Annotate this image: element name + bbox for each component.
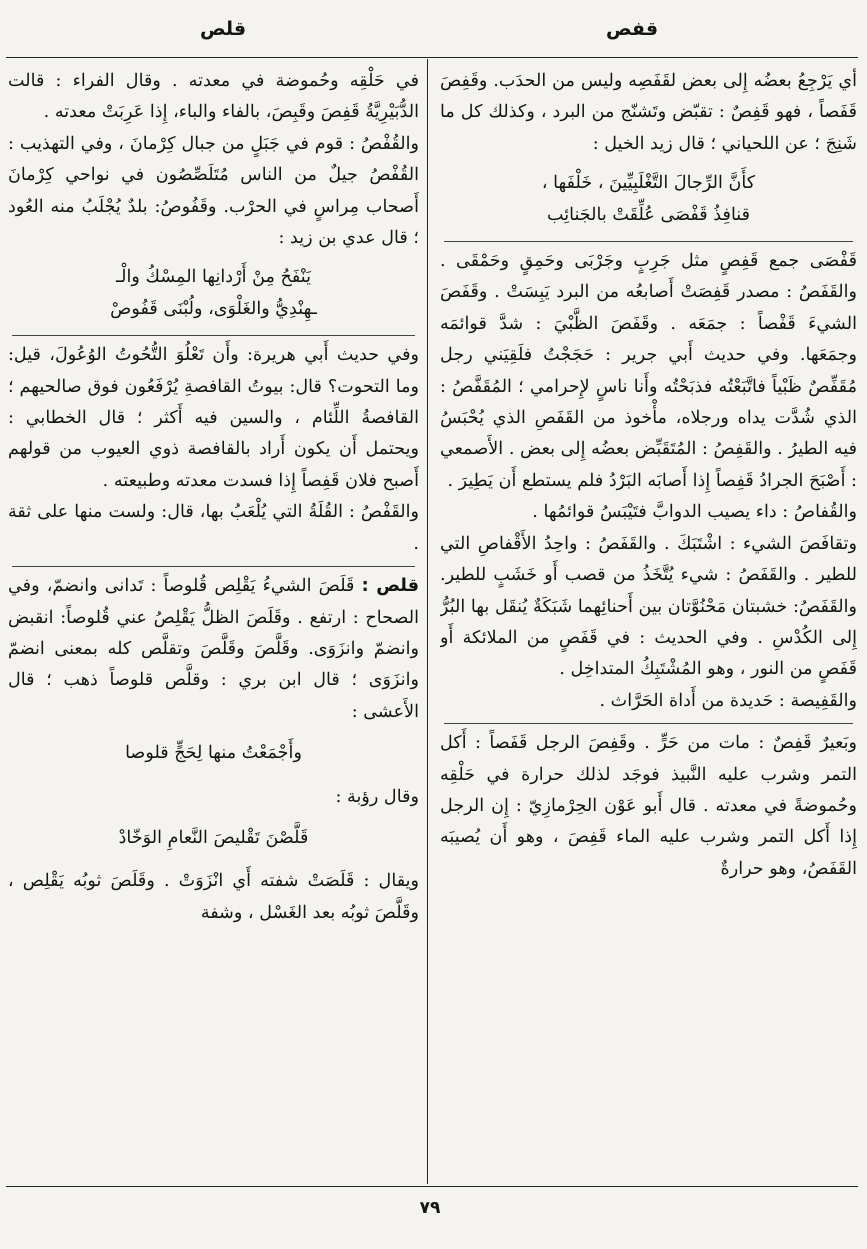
- verse-line: كأَنَّ الرِّجالَ التَّغْلَبِيِّينَ ، خَلْفَها ،: [541, 173, 756, 194]
- separator: [444, 723, 853, 724]
- entry-text: قَلَصَ الشيءُ يَقْلِص قُلوصاً : تَدانى وانضمّ، وفي الصحاح : ارتفع . وقَلَصَ الظلُّ يَقْلِصُ عني قُلوصاً: انقبض وانضمّ وانزَوَى. وقَلَّصَ وقَلَّصَ وتقلَّص كله بمعنى انضمّ وانزَوَى ؛ قال ابن بري : وقلَّص قلوصاً ذهب ؛ قال الأَعشى :: [8, 576, 419, 722]
- header-guide-word-right: قفص: [606, 18, 659, 40]
- entry-paragraph: [8, 571, 419, 728]
- paragraph: والقُفاصُ : داء يصيب الدوابَّ فتَيْبَسُ قوائمُها .: [532, 502, 857, 523]
- verse: وأَجْمَعْتُ منها لِحَجٍّ قلوصا: [125, 743, 302, 764]
- paragraph: وقال رؤبة :: [335, 786, 419, 807]
- column-divider: [427, 59, 428, 1184]
- separator: [12, 566, 415, 567]
- separator: [12, 335, 415, 336]
- verse-line: ـهِنْدِيُّ والغَلْوَى، ولُبْنَى قَفُوصْ: [110, 298, 317, 319]
- paragraph: والقَفْصُ : القُلَةُ التي يُلْعَبُ بها، قال: ولست منها على ثقة .: [8, 502, 419, 554]
- verse: [440, 168, 857, 231]
- page-number: ٧٩: [419, 1198, 441, 1218]
- verse: قَلَّصْنَ تَقْليصَ النَّعامِ الوَخّادْ: [118, 827, 309, 848]
- header-guide-word-left: قلص: [200, 18, 247, 40]
- paragraph: والقُفْصُ : قوم في جَبَلٍ من جبال كِرْمانَ ، وفي التهذيب : القُفْصُ جيلٌ من الناس مُتَلَصِّصُون في نواحي كِرْمانَ أَصحاب مِراسٍ في الحرْب. وقَفُوصُ: بلدٌ يُجْلَبُ منه العُود ؛ قال عدي بن زيد :: [8, 133, 419, 249]
- right-column: [440, 66, 857, 1182]
- verse-line: يَنْفَحُ مِنْ أَرْدانِها المِسْكُ والْـ: [116, 267, 311, 288]
- verse: [8, 262, 419, 325]
- paragraph: ويقال : قَلَصَتْ شفته أَي انْزَوَتْ . وقَلَصَ ثوبُه يَقْلِص ، وقَلَّصَ ثوبُه بعد الغَسْل ، وشفة: [8, 871, 419, 923]
- verse-line: قنافِذُ قَفْصَى عُلِّقَتْ بالجَنائِب: [546, 204, 751, 225]
- paragraph: وبَعيرٌ قَفِصٌ : مات من حَرٍّ . وقَفِصَ الرجل قَفَصاً : أَكل التمر وشرب عليه النَّبيذ فوجَد لذلك حرارة في حَلْقِه وحُموضةً في معدته . قال أَبو عَوْن الحِرْمازِيّ : إِن الرجل إِذا أَكل التمر وشرب عليه الماء قَفِصَ ، وهو أَن يُصيبَه القَفَصُ، وهو حرارةٌ: [440, 733, 857, 879]
- entry-headword: قلص :: [361, 576, 419, 597]
- left-column: [8, 66, 419, 1182]
- separator: [444, 241, 853, 242]
- paragraph: قَفْصَى جمع قَفِصٍ مثل جَرِبٍ وجَرْبَى وحَمِقٍ وحَمْقَى . والقَفَصُ : مصدر قَفِصَتْ أَصابعُه من البرد يَبِسَتْ . وقَفَصَ الشيءَ قَفْصاً : جمَعَه . وقَفَصَ الظَّبْيَ : شدَّ قوائمَه وجمَعَها. وفي حديث أَبي جرير : حَجَجْتُ فلَقِيَني رجل مُقَفِّصٌ ظَبْياً فاتَّبَعْتُه فذبَحْتُه وأَنا ناسٍ لإِحرامي ؛ المُقَفَّصُ : الذي شُدَّت يداه ورجلاه، مأْخوذ من القَفَصِ الذي يُحْبَسُ فيه الطيرُ . والقَفِصُ : المُتَقَبِّض بعضُه إِلى بعض . الأَصمعي : أَصْبَحَ الجرادُ قَفِصاً إِذا أَصابَه البَرْدُ فلم يستطع أَن يَطِيرَ .: [440, 251, 857, 491]
- bottom-rule: [6, 1186, 858, 1187]
- paragraph: في حَلْقِه وحُموضة في معدته . وقال الفراء : قالت الدُّبَيْرِيَّةُ قَفِصَ وقَبِصَ، بالفاء والباء، إِذا عَرِبَتْ معدته .: [8, 71, 419, 123]
- paragraph: وفي حديث أَبي هريرة: وأَن تَعْلُوَ التُّحُوتُ الوُعُولَ، قيل: وما التحوت؟ قال: بيوتُ القافصةِ يُرْفَعُون فوق صالحيهم ؛ القافصةُ اللِّئام ، والسين فيه أَكثر ؛ قال الخطابي : ويحتمل أَن يكون أَراد بالقافصة ذوي العيوب من قولهم أَصبح فلان قَفِصاً إِذا فسدت معدته وطبيعته .: [8, 345, 419, 491]
- paragraph: والقَفِيصة : حَديدة من أَداة الحَرَّاث .: [599, 690, 857, 711]
- paragraph: أي يَرْجِعُ بعضُه إِلى بعض لقَفَصِه وليس من الحدَب. وقَفِصَ قَفَصاً ، فهو قَفِصٌ : تقبّض وتَشنّج من البرد ، وكذلك كل ما شَنِجَ ؛ عن اللحياني ؛ قال زيد الخيل :: [440, 71, 857, 154]
- paragraph: وتقافَصَ الشيء : اشْتَبَكَ . والقَفَصُ : واحِدُ الأَقْفاصِ التي للطير . والقَفَصُ : شيء يُتَّخَذُ من قصب أَو خَشَبٍ للطير. والقَفَصُ: خشبتان مَحْنُوَّتان بين أَحنائِهما شَبَكَةٌ يُنقَل بها البُرُّ إِلى الكُدْسِ . وفي الحديث : في قَفَصٍ من الملائكة أَو قَفَصٍ من النور ، وهو المُشْتَبِكُ المتداخِل .: [440, 533, 857, 680]
- top-rule: [6, 57, 858, 58]
- running-header: [0, 18, 867, 48]
